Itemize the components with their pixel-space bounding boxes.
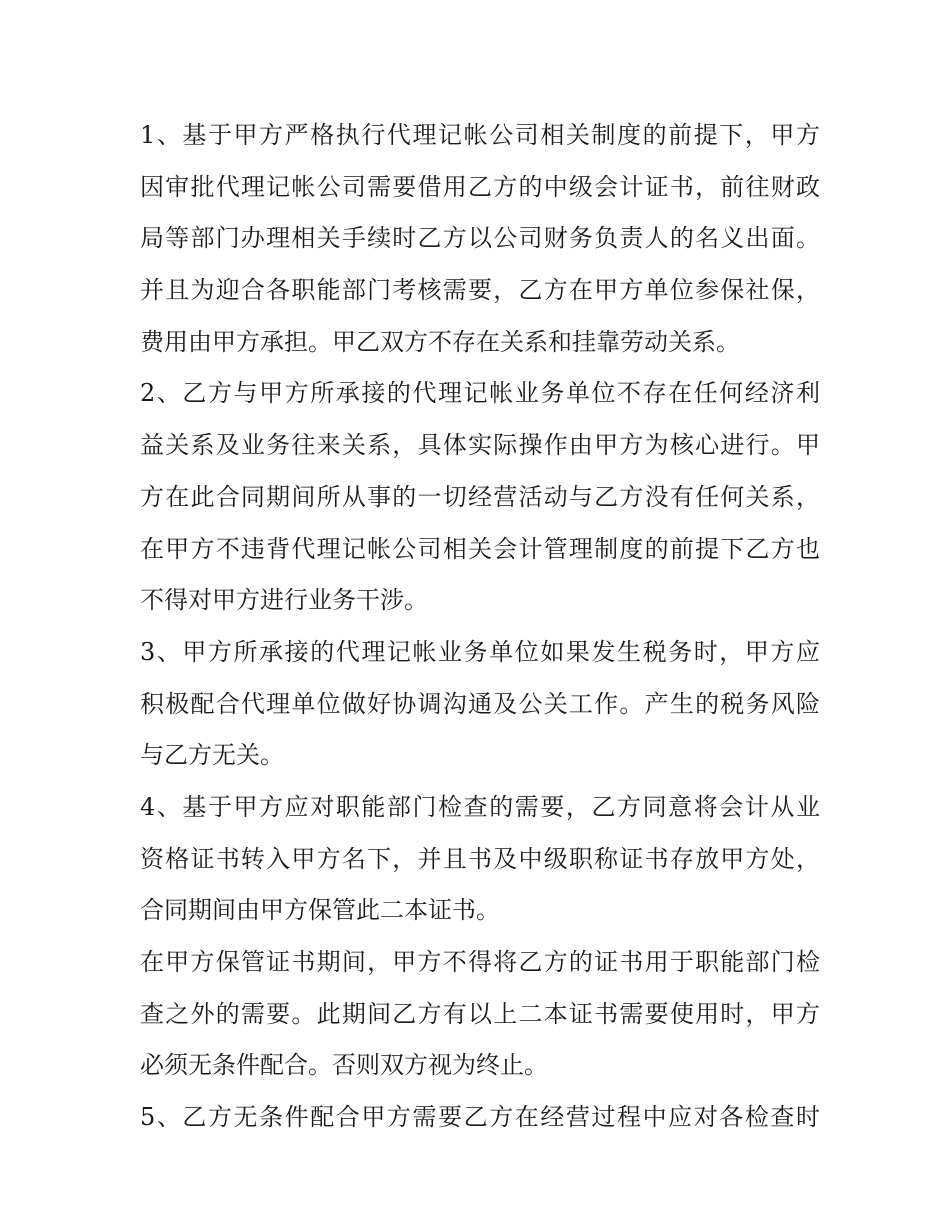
text-line: 局等部门办理相关手续时乙方以公司财务负责人的名义出面。 (140, 224, 820, 253)
text-line: 1、基于甲方严格执行代理记帐公司相关制度的前提下，甲方 (140, 121, 820, 149)
clause-2-paragraph (140, 368, 820, 626)
text-line: 费用由甲方承担。甲乙双方不存在关系和挂靠劳动关系。 (140, 327, 740, 356)
document-body (140, 110, 820, 1144)
text-line: 因审批代理记帐公司需要借用乙方的中级会计证书，前往财政 (140, 172, 820, 201)
text-line: 方在此合同期间所从事的一切经营活动与乙方没有任何关系， (140, 482, 820, 511)
text-line: 并且为迎合各职能部门考核需要，乙方在甲方单位参保社保， (140, 276, 820, 305)
text-line: 5、乙方无条件配合甲方需要乙方在经营过程中应对各检查时 (140, 1103, 820, 1132)
clause-5-paragraph (140, 1092, 820, 1144)
text-line: 在甲方不违背代理记帐公司相关会计管理制度的前提下乙方也 (140, 534, 820, 563)
text-line: 合同期间由甲方保管此二本证书。 (140, 896, 500, 925)
text-line: 2、乙方与甲方所承接的代理记帐业务单位不存在任何经济利 (140, 379, 820, 408)
text-line: 益关系及业务往来关系，具体实际操作由甲方为核心进行。甲 (140, 431, 820, 460)
text-line: 与乙方无关。 (140, 741, 284, 770)
certificate-custody-paragraph (140, 937, 820, 1092)
text-line: 4、基于甲方应对职能部门检查的需要，乙方同意将会计从业 (140, 792, 820, 821)
text-line: 不得对甲方进行业务干涉。 (140, 586, 428, 615)
text-line: 查之外的需要。此期间乙方有以上二本证书需要使用时，甲方 (140, 999, 820, 1028)
text-line: 3、甲方所承接的代理记帐业务单位如果发生税务时，甲方应 (140, 637, 820, 666)
clause-4-paragraph (140, 782, 820, 937)
text-line: 必须无条件配合。否则双方视为终止。 (140, 1051, 548, 1080)
clause-3-paragraph (140, 627, 820, 782)
text-line: 资格证书转入甲方名下，并且书及中级职称证书存放甲方处， (140, 844, 820, 873)
text-line: 在甲方保管证书期间，甲方不得将乙方的证书用于职能部门检 (140, 948, 820, 976)
clause-1-paragraph (140, 110, 820, 368)
text-line: 积极配合代理单位做好协调沟通及公关工作。产生的税务风险 (140, 689, 820, 718)
